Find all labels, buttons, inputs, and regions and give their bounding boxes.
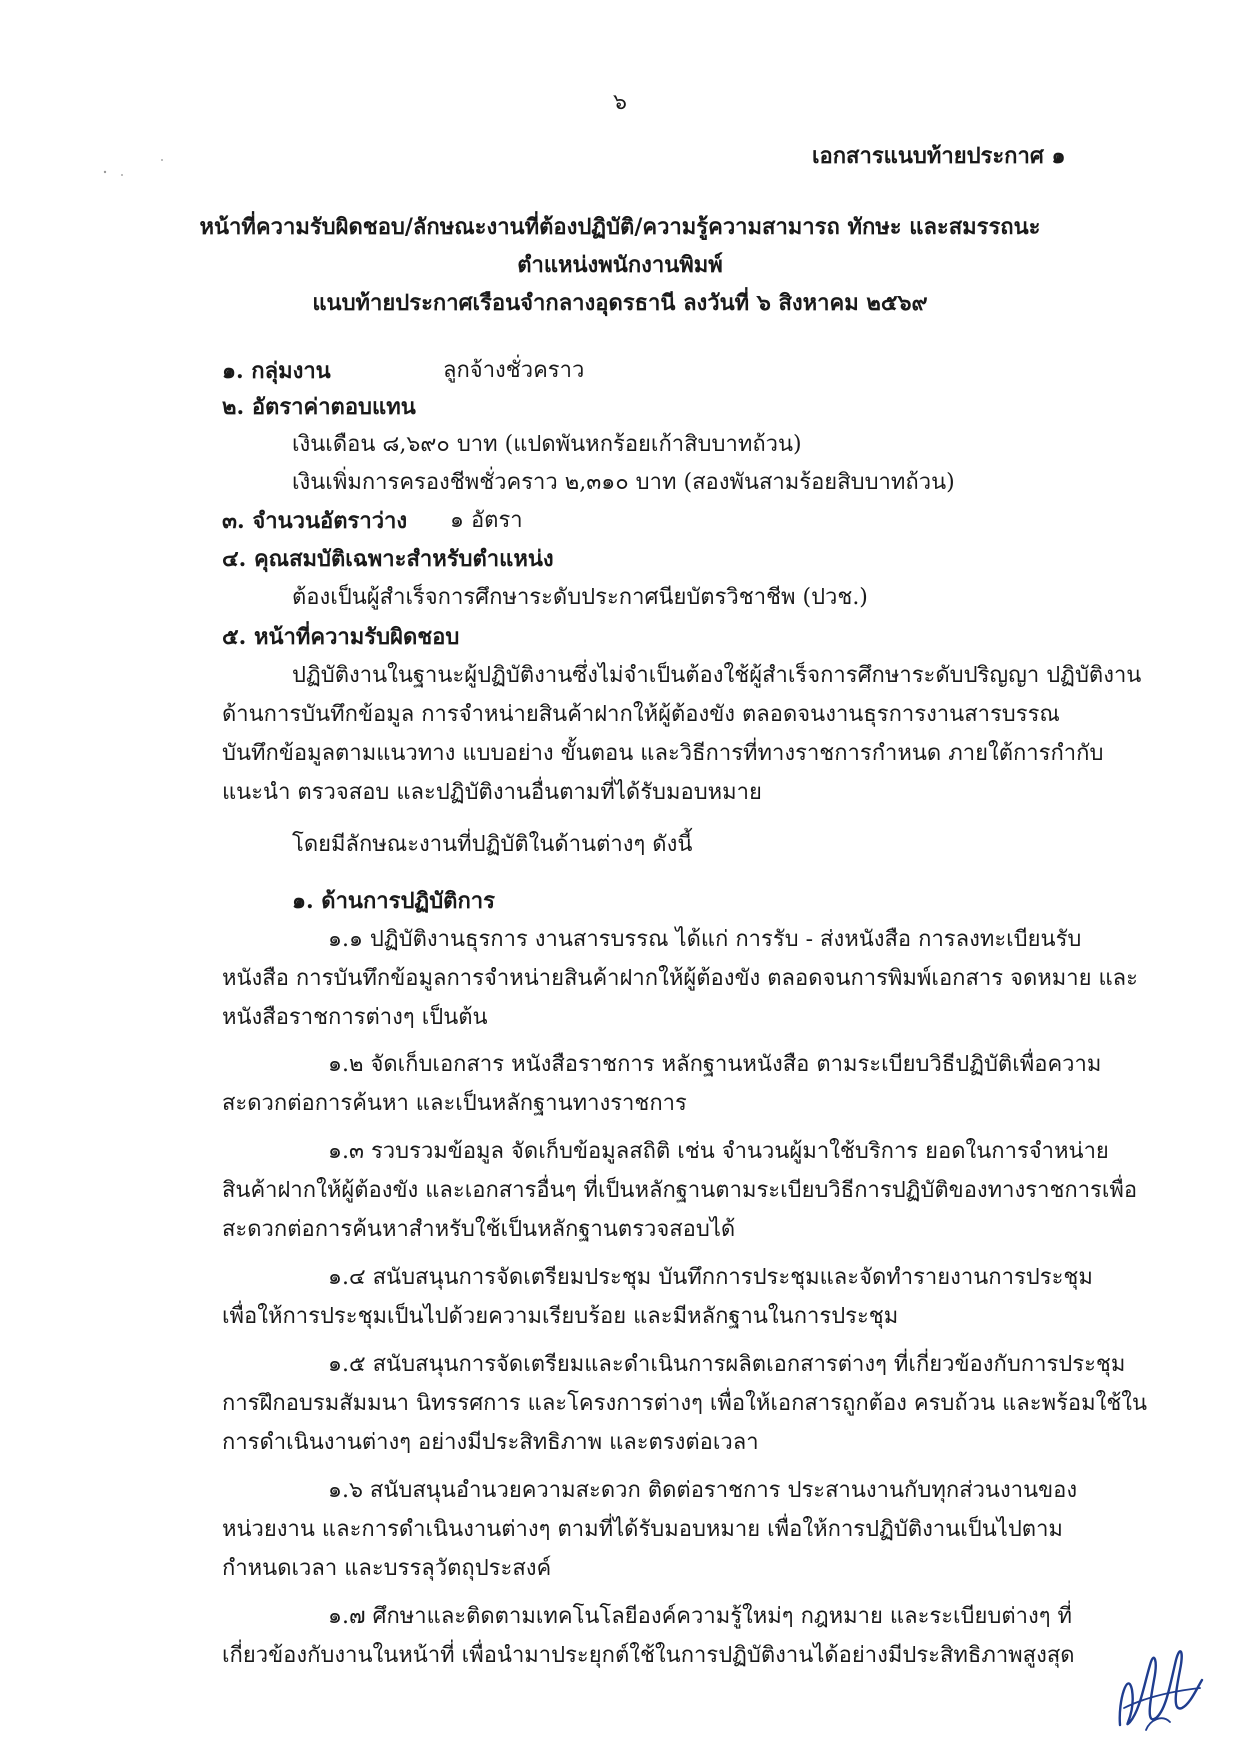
item-1-6-line: กำหนดเวลา และบรรลุวัตถุประสงค์: [222, 1556, 552, 1581]
item-1-4-line: เพื่อให้การประชุมเป็นไปด้วยความเรียบร้อย และมีหลักฐานในการประชุม: [222, 1304, 899, 1329]
item-1-4-line: ๑.๔ สนับสนุนการจัดเตรียมประชุม บันทึกการประชุมและจัดทำรายงานการประชุม: [328, 1265, 1093, 1290]
s5-paragraph-line: ด้านการบันทึกข้อมูล การจำหน่ายสินค้าฝากให้ผู้ต้องขัง ตลอดจนงานธุรการงานสารบรรณ: [222, 702, 1060, 727]
section-4-label: ๔. คุณสมบัติเฉพาะสำหรับตำแหน่ง: [222, 546, 554, 572]
section-1-value: ลูกจ้างชั่วคราว: [443, 358, 585, 383]
title-line-3: แนบท้ายประกาศเรือนจำกลางอุดรธานี ลงวันที่ ๖ สิงหาคม ๒๕๖๙: [312, 290, 928, 316]
scan-specks: [100, 150, 170, 190]
page-number: ๖: [613, 90, 627, 115]
item-1-6-line: ๑.๖ สนับสนุนอำนวยความสะดวก ติดต่อราชการ ประสานงานกับทุกส่วนงานของ: [328, 1478, 1078, 1503]
section-3-label: ๓. จำนวนอัตราว่าง: [222, 508, 408, 534]
item-1-5-line: การฝึกอบรมสัมมนา นิทรรศการ และโครงการต่างๆ เพื่อให้เอกสารถูกต้อง ครบถ้วน และพร้อมใช้ใน: [222, 1391, 1148, 1416]
item-1-5-line: ๑.๕ สนับสนุนการจัดเตรียมและดำเนินการผลิตเอกสารต่างๆ ที่เกี่ยวข้องกับการประชุม: [328, 1352, 1126, 1377]
s5-paragraph-line: บันทึกข้อมูลตามแนวทาง แบบอย่าง ขั้นตอน และวิธีการที่ทางราชการกำหนด ภายใต้การกำกับ: [222, 741, 1104, 766]
attachment-label: เอกสารแนบท้ายประกาศ ๑: [812, 143, 1066, 169]
item-1-2-line: ๑.๒ จัดเก็บเอกสาร หนังสือราชการ หลักฐานหนังสือ ตามระเบียบวิธีปฏิบัติเพื่อความ: [328, 1052, 1102, 1077]
title-line-1: หน้าที่ความรับผิดชอบ/ลักษณะงานที่ต้องปฏิบัติ/ความรู้ความสามารถ ทักษะ และสมรรถนะ: [199, 214, 1041, 240]
section-4-text: ต้องเป็นผู้สำเร็จการศึกษาระดับประกาศนียบัตรวิชาชีพ (ปวช.): [292, 585, 868, 610]
item-1-7-line: เกี่ยวข้องกับงานในหน้าที่ เพื่อนำมาประยุกต์ใช้ในการปฏิบัติงานได้อย่างมีประสิทธิภาพสูงสุด: [222, 1643, 1075, 1668]
item-1-6-line: หน่วยงาน และการดำเนินงานต่างๆ ตามที่ได้รับมอบหมาย เพื่อให้การปฏิบัติงานเป็นไปตาม: [222, 1517, 1063, 1542]
item-1-3-line: ๑.๓ รวบรวมข้อมูล จัดเก็บข้อมูลสถิติ เช่น จำนวนผู้มาใช้บริการ ยอดในการจำหน่าย: [328, 1139, 1109, 1164]
item-1-1-line: ๑.๑ ปฏิบัติงานธุรการ งานสารบรรณ ได้แก่ การรับ - ส่งหนังสือ การลงทะเบียนรับ: [328, 927, 1082, 952]
s5-intro: โดยมีลักษณะงานที่ปฏิบัติในด้านต่างๆ ดังนี้: [292, 832, 693, 857]
salary-line: เงินเดือน ๘,๖๙๐ บาท (แปดพันหกร้อยเก้าสิบบาทถ้วน): [292, 432, 802, 457]
section-5-label: ๕. หน้าที่ความรับผิดชอบ: [222, 624, 460, 650]
s5-paragraph-line: แนะนำ ตรวจสอบ และปฏิบัติงานอื่นตามที่ได้รับมอบหมาย: [222, 780, 762, 805]
section-1-label: ๑. กลุ่มงาน: [222, 358, 331, 384]
item-1-7-line: ๑.๗ ศึกษาและติดตามเทคโนโลยีองค์ความรู้ใหม่ๆ กฎหมาย และระเบียบต่างๆ ที่: [328, 1604, 1073, 1629]
sub-heading-operations: ๑. ด้านการปฏิบัติการ: [292, 888, 495, 914]
s5-paragraph-line: ปฏิบัติงานในฐานะผู้ปฏิบัติงานซึ่งไม่จำเป็นต้องใช้ผู้สำเร็จการศึกษาระดับปริญญา ปฏิบัติงาน: [292, 663, 1142, 688]
item-1-5-line: การดำเนินงานต่างๆ อย่างมีประสิทธิภาพ และตรงต่อเวลา: [222, 1430, 759, 1455]
item-1-1-line: หนังสือ การบันทึกข้อมูลการจำหน่ายสินค้าฝากให้ผู้ต้องขัง ตลอดจนการพิมพ์เอกสาร จดหมาย และ: [222, 966, 1138, 991]
section-2-label: ๒. อัตราค่าตอบแทน: [222, 394, 416, 420]
allowance-line: เงินเพิ่มการครองชีพชั่วคราว ๒,๓๑๐ บาท (สองพันสามร้อยสิบบาทถ้วน): [292, 470, 955, 495]
handwritten-signature: [1110, 1630, 1210, 1740]
item-1-3-line: สินค้าฝากให้ผู้ต้องขัง และเอกสารอื่นๆ ที่เป็นหลักฐานตามระเบียบวิธีการปฏิบัติของทางราชการเพื่อ: [222, 1178, 1138, 1203]
item-1-1-line: หนังสือราชการต่างๆ เป็นต้น: [222, 1005, 488, 1030]
item-1-2-line: สะดวกต่อการค้นหา และเป็นหลักฐานทางราชการ: [222, 1091, 687, 1116]
title-line-2: ตำแหน่งพนักงานพิมพ์: [517, 252, 723, 278]
item-1-3-line: สะดวกต่อการค้นหาสำหรับใช้เป็นหลักฐานตรวจสอบได้: [222, 1217, 736, 1242]
section-3-value: ๑ อัตรา: [450, 508, 523, 533]
